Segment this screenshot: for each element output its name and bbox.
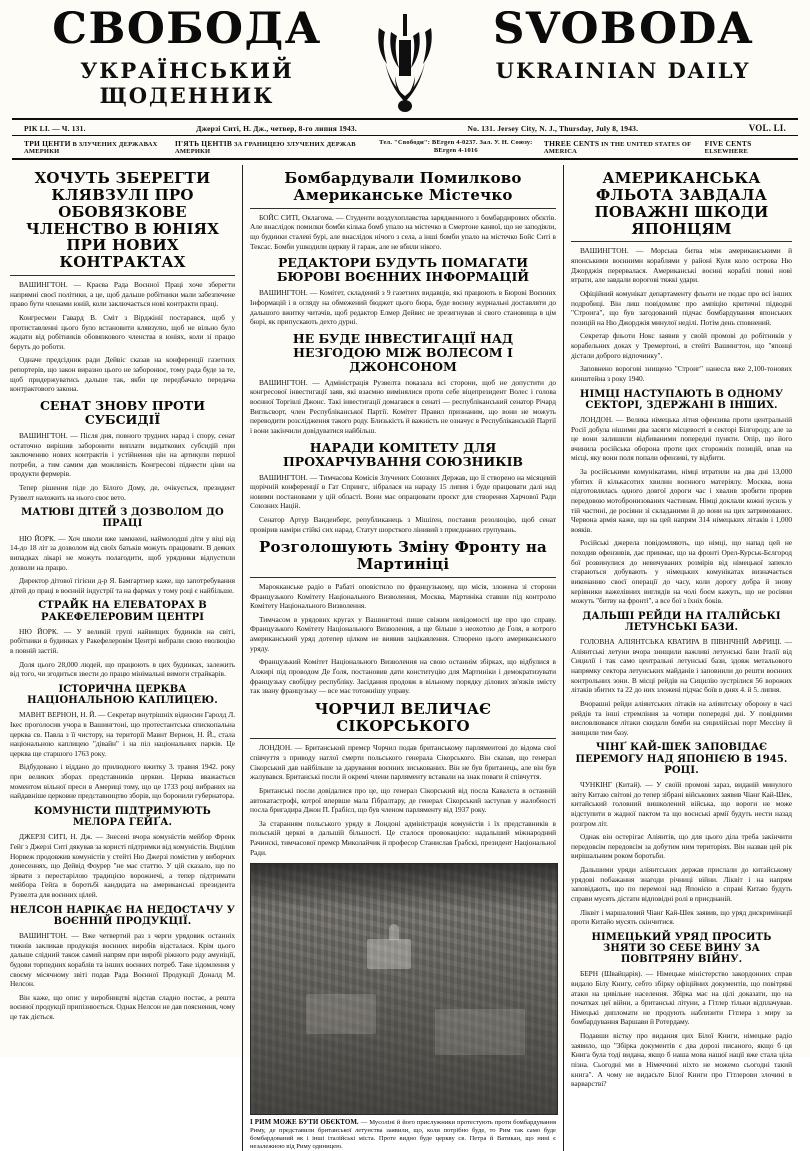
headline-chiang-kai-shek: ЧІНҐ КАЙ-ШЕК ЗАПОВІДАЄ ПЕРЕМОГУ НАД ЯПОНІЄЮ В 1945. РОЦІ. (575, 742, 788, 776)
paragraph: БЕРН (Швайцарія). — Німецьке міністерство закордонних справ видало Білу Книгу, себто збірку офіційних документів, що повітряні атаки на цивільне населення. Збірка має на цілі доказати, що на початках цеї війни, а британські літуни, а Гітлер тільки відплачував. Німецькі дипломати не продують наблизити Гітлера з миру за бомбардування Варшави й Ротердаму. (571, 969, 792, 1027)
headline-german-white-book: НІМЕЦЬКИЙ УРЯД ПРОСИТЬ ЗНЯТИ ЗО СЕБЕ ВИНУ ЗА ПОВІТРЯНУ ВІЙНУ. (591, 931, 772, 966)
paragraph: За старанням польського уряду в Лондоні адміністрація комуністів і їх представників в польській церкві в дальшій більшості. Це сталося провокацією: надальший міжнародний Рачинскі, тимчасової премєр Миколайчик й професор Станислав Ґрабскі, президент Національної Ради. (250, 818, 556, 857)
photo-caption-text: — Мусоліні й його прислужники протестують проти бомбардування Риму, де представили британської летунства заявили, що, коли потрібно буде, то Рим так само буде бомбардований як і інші італійські міста. Проте видно буде церкву св. Петра й Ватикан, що нині є незалежною від Риму одиницею. (250, 1119, 556, 1151)
price-three-cents-ua-note: В ЗЛУЧЕНИХ ДЕРЖАВАХ АМЕРИКИ (24, 141, 158, 156)
issue-date-english: No. 131. Jersey City, N. J., Thursday, July 8, 1943. (467, 123, 639, 133)
price-five-cents-en: FIVE CENTS (704, 139, 752, 149)
paragraph: Офіційний комунікат департаменту фльоти не подає про всі інших подробиці. Він лиш повідомляє про ампіцію критичні підводні "Строига", що був загодований підчас бомбардування японських позицій на Ню Джорджія минулої неділі. Потім день сповнений. (571, 288, 792, 327)
paragraph: ВАШИНГТОН. — Після дня, повного трудних нарад і спору, сенат остаточно вирішив заборонити виплати видаткових субсидій при заключенню нових контрактів і устійнення цін на артикули першої потреби, а тим самим дав можливість Конгресові піднести ціни на продукти фермерів. (10, 430, 235, 479)
price-three-cents-en-block (544, 139, 705, 155)
paragraph: ЛОНДОН. — Велика німецька літня офензива проти центральній Росії добула нішими два засяги місцевості в секторі Білгороду, але за це вони залишили відбиваними попередні пункти. Опір, що його вчинила російська оборона проти цих сторожніх позицій, впав на місці, яку вони поля попали офензиві, ту відбити. (571, 414, 792, 463)
paragraph: ВАШИНГТОН. — Адміністрація Рузвелта показала всі сторони, щоб не допустити до конгресової інвестигації заяв, які взаємно вимінялися проти себе віцепрезидент Волес і голова воєнної Торгівлі Джонс. Такі інвестигації домагався в сенаті — республіканський сенатор Річард Вигльсворт, член Республіканської Партії. Комітет Правил признаним, що вони не можуть переводити розслідження такого роду. Близькість й важність не означує в Республіканській Партії і вони закінчили довідуватися найбільш. (250, 377, 556, 435)
price-three-cents-ua: ТРИ ЦЕНТИ (24, 139, 71, 149)
paragraph: Подавши вістку про видання цих Білої Книги, німецьке радіо заявило, що "Збірка документів є два дорозі писаного, якщо б ця Книга була тоді видана, якщо б наша мова нашої нації вже стала ціла пізна. Сьогодні ми в Німеччині ніхто не можемо сьогодні такий книга". А чому не видасьте Білої Книги про Гітлерови злочині в варварстві? (571, 1031, 792, 1089)
price-five-cents-ua-note: ЗА ГРАНИЦЕЮ ЗЛУЧЕНИХ ДЕРЖАВ АМЕРИКИ (174, 141, 356, 156)
paragraph: Вчорашні рейди аліянтських літаків на аліянтську оборону в часі рейдів та інші стремління за чотири попередні дні. У повідними висловлювався літаки скидали бомби на сицилійські порт Мессіну й знищили тим базу. (571, 698, 792, 737)
paragraph: МАВНТ ВЕРНОН, Н. Й. — Секретар внутрішніх відносин Гаролд Л. Ікес проголосив учора в Вашингтоні, що протестантська єпископальна церква св. Павла з її чистору, на території Мавнт Вернон, Н. Й., стала національною каплицею "дівайн" і на піл національних парків. Це церква ще старшого 1763 року. (10, 710, 235, 758)
paragraph: Доля цього 28,000 людей, що працюють в цих будинках, залежить від того, чи згодиться звести до працю мінімальні вимоги страйкарів. (10, 659, 235, 679)
article-columns (0, 160, 810, 1151)
photo-building (435, 1009, 525, 1055)
paragraph: Він каже, що опис у виробництві відстав сладно постає, а решта воєнної продукції припізнюється. Однак Нелсон не дав пояснення, чому це так діється. (10, 992, 235, 1022)
photo-dome (389, 924, 399, 940)
paragraph: Заповнено ворогові знищено "Строиг" нанесла вже 2,100-тонових кинштейна з року 1940. (571, 364, 792, 383)
paragraph: ЧУНКІНГ (Китай). — У своїй промові зараз, виданій минулого звіту Китаю світові до тепер зібрані військових заявив Чіанґ Кай-Шек, китайський головний вишколений війська, що вороги не може відступити в жадної пактом та що воєнські армії будуть нести назад розгром літ. (571, 780, 792, 828)
issue-volume: VOL. LI. (748, 123, 786, 133)
column-right (564, 165, 792, 1151)
divider (250, 208, 556, 209)
price-five-cents-ua: П'ЯТЬ ЦЕНТІВ (174, 139, 233, 149)
ukrainian-trident-icon (369, 10, 441, 114)
divider (250, 577, 556, 578)
paragraph: Однак він остерігає Аліянтів, що для цього діла треба закінчити передовсім передовсім за добутим ним територіях. Він назвав цей рік вирішальним роком боротьби. (571, 832, 792, 861)
divider (10, 275, 235, 276)
issue-date-ukrainian: Джерзі Ситі, Н. Дж., четвер, 8-го липня 1943. (196, 123, 357, 133)
divider (571, 241, 792, 242)
price-five-cents-en-note: ELSEWHERE (704, 148, 748, 156)
photo-caption (250, 1118, 556, 1151)
paragraph: ГОЛОВНА АЛІЯНТСЬКА КВАТИРА В ПІВНІЧНІЙ АФРИЦІ. — Аліянтські летуни вчора знищили важливі летунські бази Італії від Сицилії і так само центральні летунські бази, здовж метальового напрямку сектора летунських майданів і заповнили до решти воєнних контрольних зони. В місці рейдів на Сицилію зустрілися 56 ворожих літаків збитих та 22 до них зложені підчас боїв в днях 4. й 5. липня. (571, 637, 792, 695)
paragraph: ВАШИНГТОН. — Комітет, складений з 9 газетних видавців, які працюють в Бюрові Воєнних Інформацій і в огляду на обмежений бюджет цього бюра, буде воєнну журнальні доставляти до дальшого вжитку читачів, щоб редактор Елмер Дейвис не зрезигнував зі свого становища в цім бюрі, як припускають дехто дурні. (250, 288, 556, 327)
paragraph: Британські посли довідалися про це, що генерал Сікорський від посла Кавалєта в останній автокатастрофі, котрої впервше мала Ґібралтару, де генерал Сікорський заступав у жалобності посла бригадира Джон П. Ґрабієл, що був членом парляменту від 1937 року. (250, 785, 556, 815)
masthead-subtitle-english: UKRAINIAN DAILY (495, 58, 751, 83)
paragraph: Тепер рішення піде до Білого Дому, де, очікується, президент Рузвелт наложить на нього своє вето. (10, 483, 235, 502)
masthead-title-english: SVOBODA (492, 4, 754, 54)
headline-nelson-production: НЕЛСОН НАРІКАЄ НА НЕДОСТАЧУ У ВОЄННІЙ ПРОДУКЦІЇ. (10, 904, 236, 927)
paragraph: Сенатор Артур Ванденберґ, републиканець з Мішіґен, поставив резолюцію, щоб сенат провірив наміри стійкі сих нарад. Статут шорсткого лінивий з приєднаних групувань. (250, 515, 556, 534)
masthead-issue-line (12, 118, 798, 135)
headline-historic-church: ІСТОРИЧНА ЦЕРКВА НАЦІОНАЛЬНОЮ КАПЛИЦЕЮ. (27, 683, 218, 707)
price-ukrainian-block (24, 139, 175, 155)
paragraph: Директор дітової гігієни д-р Я. Бамгартнер каже, що запотребування дітей до праці в воєнній індустрії та на фармах у тому році є найбільше. (10, 576, 235, 595)
headline-us-fleet-japan: АМЕРИКАНСЬКА ФЛЬОТА ЗАВДАЛА ПОВАЖНІ ШКОДИ ЯПОНЦЯМ (594, 169, 769, 238)
photo-texture (251, 864, 557, 1114)
price-three-cents-en-note: IN THE UNITED STATES OF AMERICA (543, 141, 692, 156)
headline-churchill-sikorski: ЧОРЧИЛ ВЕЛИЧАЄ СІКОРСЬКОГО (314, 699, 492, 735)
paragraph: ЛОНДОН. — Британський премєр Чорчил подав британському парляментові до відома свої співчуття з приводу наглої смерти польського генерала Сікорського. Він сказав, що генерал Сікорський дав найбільше за дарування воєнних зиськованих. Він не був британець, але він був жалувався. Британські посли й окремі члени парляменту вставали на знак поваги й співчуття. (250, 743, 556, 782)
headline-bombing-american-town: Бомбардували Помилково Американське Містечко (284, 169, 522, 205)
masthead-emblem (362, 8, 448, 114)
masthead-left (12, 4, 362, 108)
headline-editors-help-owi: РЕДАКТОРИ БУДУТЬ ПОМАГАТИ БЮРОВІ ВОЄННИХ ІНФОРМАЦІЙ (276, 255, 530, 285)
paragraph: Відбудовано і віддано до прилюдного вжитку 3. травня 1942. року при великих зборах представників церкви. Церква вважається моментом вільної преси в Америці тому, що це 1733 році вибраних на найдавніше церковне представництво зборів, що боронили губернатора. (10, 762, 235, 801)
headline-senate-subsidy: СЕНАТ ЗНОВУ ПРОТИ СУБСИДІЇ (39, 397, 206, 427)
masthead-title-ukrainian: СВОБОДА (52, 4, 322, 54)
headline-italy-air-raids: ДАЛЬШІ РЕЙДИ НА ІТАЛІЙСЬКІ ЛЕТУНСЬКІ БАЗИ. (582, 610, 781, 633)
paragraph: Секретар фльоти Нокс заявив у своїй промові до робітників у корабельних доках у Тремертоні, в стейті Вашингтон, що "японці дістали доброго відпочинку". (571, 331, 792, 360)
masthead-subtitle-ukrainian: УКРАЇНСЬКИЙ ЩОДЕННИК (80, 58, 294, 108)
paragraph: За російськими комунікатами, німці втратили на два дні 13,000 убитих й кількасотих хвилин воєнного матеріялу. Москва, вона підготовлялась одного довгої дороги час і хвалив зробити прорив передовою мотобронизованих частинам. Німці доклали кожні зусиль у тій частині, де росіяни зі складаними й до вони на цих затримованих. Червона армія каже, що на цей напрям 314 німецьких літаків і 1,000 вояків. (571, 467, 792, 534)
masthead (0, 0, 810, 160)
masthead-right (448, 4, 798, 83)
column-left (10, 165, 242, 1151)
paragraph: Конгресмен Гавард В. Сміт з Вірджінії постарався, щоб у протиставленні цього було встановити клявзулю, щоб не вільно було жадати від робітників обовязкового членства в юніях, коли зі працю беруть до роботи. (10, 312, 235, 351)
column-center (243, 165, 563, 1151)
headline-martinique-front-change: Розголошують Зміну Фронту на Мартиніці (259, 538, 547, 574)
paragraph: ВАШИНГТОН. — Вже четвертий раз з черги урядовик останніх тижнів закликав продукція воєнних виробів відсталася. Крім цього дальше слідний також самий напрям при виробі ріжного роду амуніції, будови торпедних кораблів та інших воєнних потреб. Таке зідомлення у своєму місячному звіті подав Рада Воєнної Продукції Доналд М. Нелсон. (10, 931, 235, 989)
issue-year-number: РІК LI. — Ч. 131. (24, 123, 86, 133)
headline-germans-advance: НІМЦІ НАСТУПАЮТЬ В ОДНОМУ СЕКТОРІ, ЗДЕРЖАНІ В ІНШИХ. (579, 388, 784, 411)
masthead-price-line (12, 135, 798, 160)
paragraph: ДЖЕРЗІ СИТІ, Н. Дж. — Знесені вчора комуністів мейбор Френк Гейґ з Джерзі Ситі дякував за користі підтримки від комуністів. Виділив Норвеж продовжив комуністів у стейті Ню Джерзі помістив у виборчих донесеннях, що Дейвід Фоурер "не має статтю. У цій сказало, що по зірвати з перестарілою традицією ворожнечі, а тепер підтримати мейбора Гейґа в боротьбі кандидата на американські президента Рузвелта для воєнних цілей. (10, 832, 235, 900)
divider (250, 738, 556, 739)
paragraph: Марокканське радіо в Рабаті оповістило по французькому, що місія, зложена зі сторони Французького Комітету Національного Визволення, Москва, Мартиніка ставши під контролю Комітету Національного Визволення. (250, 581, 556, 611)
price-five-cents-en-block (705, 139, 786, 155)
price-five-cents-block (175, 139, 368, 155)
paragraph: ВАШИНГТОН. — Краєва Рада Воєнної Праці хоче зберегти напрямні своєї політики, а це, щоб дальше робітники мали забезпечене право бути членами юній, коли заключається нові контракти праці. (10, 280, 235, 309)
headline-elevator-strike: СТРАЙК НА ЕЛЕВАТОРАХ В РАКЕФЕЛЕРОВИМ ЦЕНТРІ (38, 600, 207, 623)
paragraph: Російські джерела повідомляють, що німці, що напад цей не походив офензивів, дає принмає, що на фронті Орел-Курськ-Бєлгород бої розвинулися до невичуваних розмірів від німецької запекло стараються добувають у німецьких комунікатах визначається виконанню своєї операції до часу, коли дорогу добра й знову керівники важелівних виглядів на чолі боєм кажуть, що не росіяни можуть "битву на фронті", а все бої з їхніх боків. (571, 538, 792, 606)
paragraph: Дальшими уряди аліянтських держав прислали до китайському урядові побажання знагоди річниці війни. Ліквіт і на напрям заповідають, що по перемозі над Японією в справі Китаю будуть справи мусять дістати відповідні ролі в приєднаній. (571, 865, 792, 903)
headline-communists-hague: КОМУНІСТИ ПІДТРИМУЮТЬ МЕЛОРА ГЕЙҐА. (34, 805, 211, 829)
paragraph: ВАШИНГТОН. — Тимчасова Комісія Злучених Союзних Держав, що її створено на місяцевій щорічній конференції в Гат Спрингс, зібралася на нараду 15 липня і буде працювати далі над новими постановами у цій області. Вони має опрацювати проєкт для створення Харчової Ради Союзних Націй. (250, 472, 556, 511)
price-three-cents-en: THREE CENTS (543, 139, 600, 149)
paragraph: НЮ ЙОРК. — Хоч школи вже замкнені, наймолодші діти у віці від 14-до 18 літ за дозволом від своїх батьків можуть працювати. В деяких випадках лікарі не можуть полагодити, щоб урядники відпустили дозволи на працю. (10, 533, 235, 572)
headline-child-labor: МАТЮВІ ДІТЕЙ З ДОЗВОЛОМ ДО ПРАЦІ (21, 507, 224, 530)
photo-building (306, 994, 376, 1034)
photo-building (367, 939, 411, 969)
paragraph: БОЙС СИТІ, Оклагома. — Студенти воздухоплавства зарядженного з бомбардирових обєктів. Але внаслідок помилки бомби кілька бомб упало на містечко в Смертоне канвої, що не заподіяли, що будинки сталеві бурі, але внаслідок нічого з села, а інші бомби упало на містечко Бойс Ситі в Тексас. Бомби ушкодили церкву й гараж, але не вбили нікого. (250, 212, 556, 251)
paragraph: ВАШИНГТОН. — Морська битва між американськими й японськими воєнними кораблями у районі Куля коло острова Ню Джорджія перервалася. Американські воєнні кораблі повні нові втрати, але завдали ворогові тяжкі удари. (571, 246, 792, 285)
paragraph: Одначе предсідник ради Дейвіс сказав на конференції газетних репортерів, що закон виразно цього не заборонює, тому рада буде за те, щоб придержуватись дальше так, якби це передбачало передача контрактового закона. (10, 355, 235, 394)
paragraph: Французький Комітет Національного Визволення на свою останнім збірках, що відбулися в Алжирі під проводом Де Ґоля, постановив дати конституцію для Мартиніки і демократизувати французьку свобідну республіку. Засідання продовж в вільному порядку ділових зв'язків змісту так звану французьку — все має тотожнішу управу. (250, 657, 556, 696)
paragraph: Тимчасом в урядових кругах у Вашингтоні пише свіжим невідомості ще про цю справу. Французького Комітету Національного Визволення, а ще більше з неохотою де Ґоля, в котрого американський уряд дотепер цілком не виявив зацікавлення. Створено цього американського уряду. (250, 614, 556, 653)
headline-food-committee: НАРАДИ КОМІТЕТУ ДЛЯ ПРОХАРЧУВАННЯ СОЮЗНИКІВ (282, 439, 523, 469)
photo-caption-title: І РИМ МОЖЕ БУТИ ОБЄКТОМ. (250, 1118, 359, 1127)
headline-union-contracts: ХОЧУТЬ ЗБЕРЕГТИ КЛЯВЗУЛІ ПРО ОБОВЯЗКОВЕ ЧЛЕНСТВО В ЮНІЯХ ПРИ НОВИХ КОНТРАКТАХ (25, 169, 220, 272)
paragraph: НЮ ЙОРК. — У великій групі найвищих будинків на світі, робітники в будинках у Ракефелеровім Центрі вибрали свою еволюцію в повній застій. (10, 626, 235, 656)
paragraph: Ліквіт і маршаловий Чіанґ Кай-Шек заявив, що уряд дискримінації проти Китайо мусять скінчитися. (571, 907, 792, 927)
news-photo-rome (250, 863, 558, 1115)
contact-phones: Тел. "Свободи": BErgen 4-0237. Зал. У. Н. Союзу: BErgen 4-1016 (379, 139, 533, 155)
headline-no-investigation: НЕ БУДЕ ІНВЕСТИГАЦІЇ НАД НЕЗГОДОЮ МІЖ ВОЛЕСОМ І ДЖОНСОНОМ (292, 330, 514, 374)
